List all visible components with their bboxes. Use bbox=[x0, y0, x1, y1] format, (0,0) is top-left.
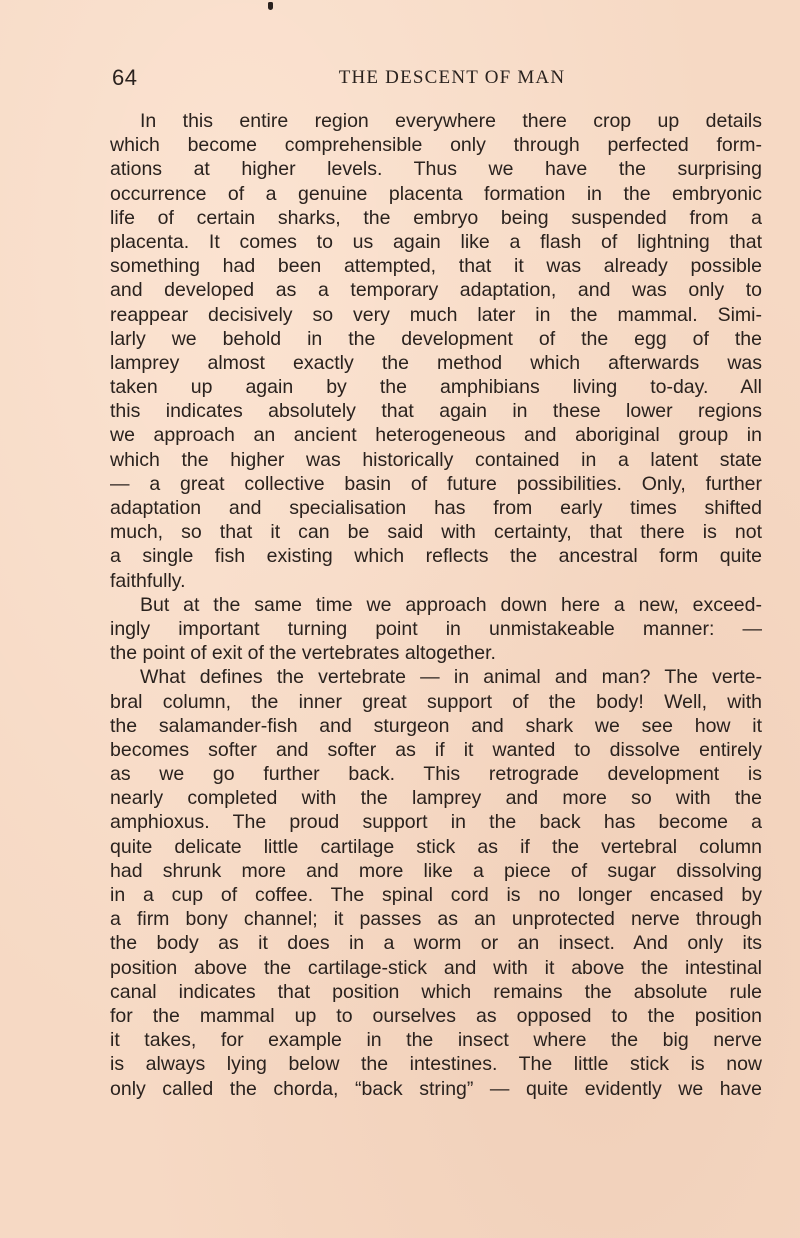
running-title: THE DESCENT OF MAN bbox=[338, 67, 566, 88]
text-line: bral column, the inner great support of the body! Well, with bbox=[110, 690, 762, 713]
text-line: in a cup of coffee. The spinal cord is no longer encased by bbox=[110, 884, 762, 906]
text-line: the salamander-fish and sturgeon and shark we see how it bbox=[110, 714, 762, 737]
text-line: we approach an ancient heterogeneous and aboriginal group in bbox=[110, 424, 762, 447]
text-line: the point of exit of the vertebrates altogether. bbox=[110, 642, 496, 665]
text-line: nearly completed with the lamprey and more so with the bbox=[110, 787, 762, 810]
text-line: life of certain sharks, the embryo being suspended from a bbox=[110, 206, 762, 229]
text-line: it takes, for example in the insect where the big nerve bbox=[110, 1029, 762, 1052]
text-line: canal indicates that position which remains the absolute rule bbox=[110, 980, 762, 1003]
text-line: which become comprehensible only through perfected form- bbox=[110, 134, 762, 157]
text-line: lamprey almost exactly the method which afterwards was bbox=[110, 351, 762, 374]
text-line: What defines the vertebrate — in animal and man? The verte- bbox=[140, 666, 762, 689]
text-line: this indicates absolutely that again in these lower regions bbox=[110, 400, 762, 423]
text-line: larly we behold in the development of the egg of the bbox=[110, 327, 762, 350]
text-line: ingly important turning point in unmistakeable manner: — bbox=[110, 617, 762, 640]
print-mark bbox=[268, 2, 273, 10]
page-header bbox=[112, 64, 758, 92]
text-line: had shrunk more and more like a piece of sugar dissolving bbox=[110, 859, 762, 882]
text-line: In this entire region everywhere there crop up details bbox=[140, 110, 762, 132]
text-line: is always lying below the intestines. The little stick is now bbox=[110, 1053, 762, 1076]
text-line: quite delicate little cartilage stick as if the vertebral column bbox=[110, 835, 762, 858]
text-line: reappear decisively so very much later in the mammal. Simi- bbox=[110, 303, 762, 326]
text-line: the body as it does in a worm or an insect. And only its bbox=[110, 932, 762, 955]
text-line: for the mammal up to ourselves as opposed to the position bbox=[110, 1004, 762, 1027]
text-line: much, so that it can be said with certainty, that there is not bbox=[110, 521, 762, 544]
text-line: position above the cartilage-stick and with it above the intestinal bbox=[110, 956, 762, 979]
text-line: and developed as a temporary adaptation, and was only to bbox=[110, 279, 762, 302]
text-line: taken up again by the amphibians living to-day. All bbox=[110, 376, 762, 399]
text-line: amphioxus. The proud support in the back has become a bbox=[110, 811, 762, 834]
text-line: adaptation and specialisation has from early times shifted bbox=[110, 497, 762, 519]
text-line: occurrence of a genuine placenta formation in the embryonic bbox=[110, 182, 762, 205]
text-line: placenta. It comes to us again like a flash of lightning that bbox=[110, 230, 762, 253]
text-line: which the higher was historically contained in a latent state bbox=[110, 448, 762, 471]
text-line: a single fish existing which reflects the ancestral form quite bbox=[110, 545, 762, 568]
page-number: 64 bbox=[112, 65, 138, 90]
text-line: — a great collective basin of future possibilities. Only, further bbox=[110, 472, 762, 495]
text-line: as we go further back. This retrograde development is bbox=[110, 763, 762, 786]
text-line: faithfully. bbox=[110, 569, 186, 592]
text-line: a firm bony channel; it passes as an unprotected nerve through bbox=[110, 908, 762, 931]
body-text bbox=[110, 109, 762, 1101]
text-line: But at the same time we approach down here a new, exceed- bbox=[140, 593, 762, 616]
text-line: something had been attempted, that it was already possible bbox=[110, 255, 762, 278]
text-line: ations at higher levels. Thus we have the surprising bbox=[110, 158, 762, 181]
text-line: becomes softer and softer as if it wanted to dissolve entirely bbox=[110, 738, 762, 761]
text-line: only called the chorda, “back string” — quite evidently we have bbox=[110, 1077, 762, 1100]
